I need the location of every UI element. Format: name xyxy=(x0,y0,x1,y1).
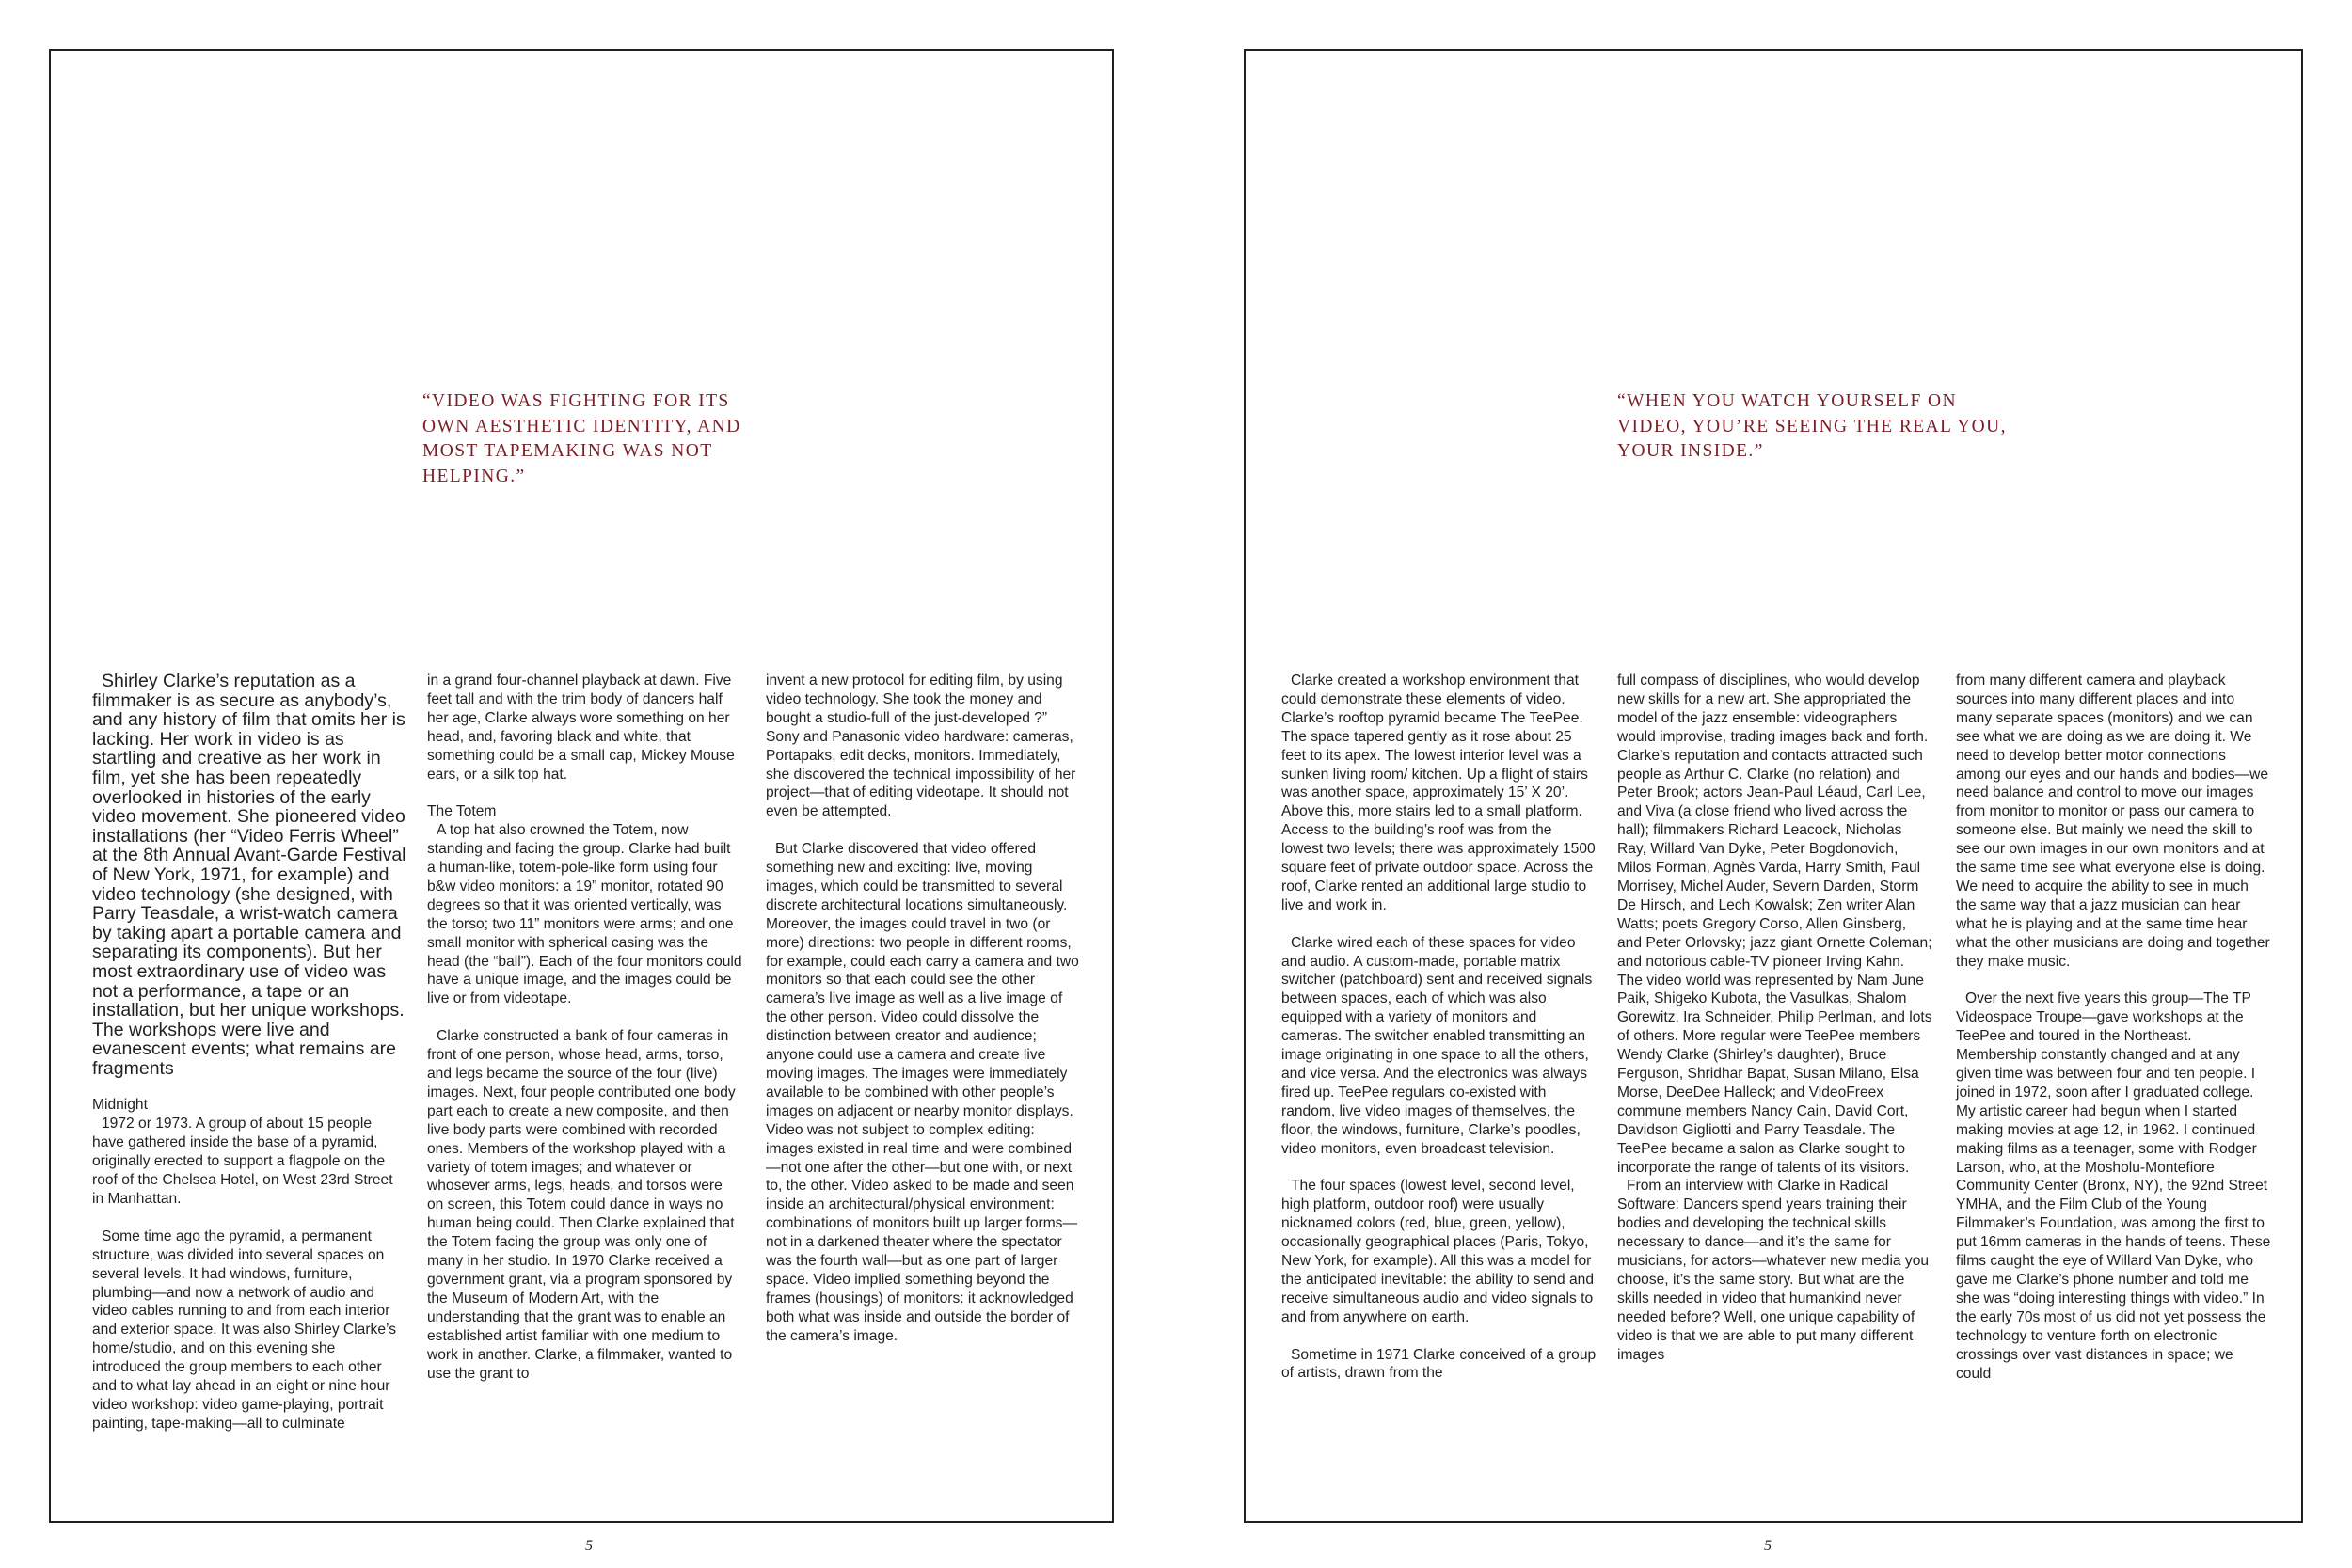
left-pull-quote: “VIDEO WAS FIGHTING FOR ITS OWN AESTHETIC IDENTITY, AND MOST TAPEMAKING WAS NOT HELPING.” xyxy=(422,391,741,486)
body-paragraph: Clarke constructed a bank of four cameras in front of one person, whose head, arms, torso, and legs became the source of the four (live) images. Next, four people contributed one body part each to create a new composite, and then live body parts were combined with recorded ones. Members of the workshop played with a variety of totem images; and whatever or whosever arms, legs, heads, and torsos were on screen, this Totem could dance in ways no human being could. Then Clarke explained that the Totem facing the group was only one of many in her studio. In 1970 Clarke received a government grant, via a program sponsored by the Museum of Modern Art, with the understanding that the grant was to enable an established artist familiar with one medium to work in another. Clarke, a filmmaker, wanted to use the grant to xyxy=(427,1028,736,1382)
left-page-column-2 xyxy=(427,672,742,1383)
left-page-number: 5 xyxy=(585,1538,593,1554)
body-paragraph: From an interview with Clarke in Radical Software: Dancers spend years training their bodies and developing the technical skills necessary to dance—and it’s the same for musicians, for actors—whatever new media you choose, it’s the same story. But what are the skills needed in video that humankind never needed before? Well, one unique capability of video is that we are able to put many different images xyxy=(1617,1178,1930,1363)
right-page-column-3 xyxy=(1956,672,2271,1383)
body-paragraph: A top hat also crowned the Totem, now standing and facing the group. Clarke had built a human-like, totem-pole-like form using four b&w video monitors: a 19” monitor, rotated 90 degrees so that it was oriented vertically, was the torso; two 11” monitors were arms; and one small monitor with spherical casing was the head (the “ball”). Each of the four monitors could have a unique image, and the images could be live or from videotape. xyxy=(427,822,742,1007)
body-paragraph: in a grand four-channel playback at dawn. Five feet tall and with the trim body of dancers half her age, Clarke always wore something on her head, and, favoring black and white, that something could be a small cap, Mickey Mouse ears, or a silk top hat. xyxy=(427,673,735,783)
body-paragraph: invent a new protocol for editing film, by using video technology. She took the money and bought a studio-full of the just-developed ?” Sony and Panasonic video hardware: cameras, Portapaks, edit decks, monitors. Immediately, she discovered the technical impossibility of her project—that of editing videotape. It should not even be attempted. xyxy=(766,673,1076,820)
body-paragraph: Some time ago the pyramid, a permanent structure, was divided into several spaces on several levels. It had windows, furniture, plumbing—and now a network of audio and video cables running to and from each interior and exterior space. It was also Shirley Clarke’s home/studio, and on this evening she introduced the group members to each other and to what lay ahead in an eight or nine hour video workshop: video game-playing, portrait painting, tape-making—all to culminate xyxy=(92,1227,396,1432)
body-paragraph: But Clarke discovered that video offered something new and exciting: live, moving images, which could be transmitted to several discrete architectural locations simultaneously. Moreover, the images could travel in two (or more) directions: two people in different rooms, for example, could each carry a camera and two monitors so that each could see the other camera’s live image as well as a live image of the other person. Video could dissolve the distinction between creator and audience; anyone could use a camera and create live moving images. The images were immediately available to be combined with other people’s images on adjacent or nearby monitor displays. Video was not subject to complex editing: images existed in real time and were combined—not one after the other—but one with, or next to, the other. Video asked to be made and seen inside an architectural/physical environment: combinations of monitors built up larger forms—not in a darkened theater where the spectator was the fourth wall—but as one part of larger space. Video implied something beyond the frames (housings) of monitors: it acknowledged both what was inside and outside the border of the camera’s image. xyxy=(766,841,1079,1344)
right-page-column-1 xyxy=(1281,672,1597,1383)
body-paragraph: The four spaces (lowest level, second level, high platform, outdoor roof) were usually nicknamed colors (red, blue, green, yellow), occasionally geographical places (Paris, Tokyo, New York, for example). All this was a model for the anticipated inevitable: the ability to send and receive simultaneous audio and video signals to and from anywhere on earth. xyxy=(1281,1178,1595,1325)
body-paragraph: Clarke created a workshop environment that could demonstrate these elements of video. Clarke’s rooftop pyramid became The TeePee. The space tapered gently as it rose about 25 feet to its apex. The lowest interior level was a sunken living room/ kitchen. Up a flight of stairs was another space, approximately 15’ X 20’. Above this, more stairs led to a small platform. Access to the building’s roof was from the lowest two levels; there was approximately 1500 square feet of private outdoor space. Across the roof, Clarke rented an additional large studio to live and work in. xyxy=(1281,673,1596,913)
left-page xyxy=(49,49,1114,1523)
left-page-column-1 xyxy=(92,672,407,1433)
right-pull-quote: “WHEN YOU WATCH YOURSELF ON VIDEO, YOU’RE SEEING THE REAL YOU, YOUR INSIDE.” xyxy=(1617,391,2007,461)
left-page-column-3 xyxy=(766,672,1081,1346)
body-paragraph: from many different camera and playback sources into many different places and into many separate spaces (monitors) and we can see what we are doing as we are doing it. We need to develop better motor connections among our eyes and our hands and bodies—we need balance and control to move our images from monitor to monitor or pass our camera to someone else. But mainly we need the skill to see our own images in our own monitors and at the same time see what everyone else is doing. We need to acquire the ability to see in much the same way that a jazz musician can hear what he is playing and at the same time hear what the other musicians are doing and together they make music. xyxy=(1956,673,2270,970)
body-paragraph: Clarke wired each of these spaces for video and audio. A custom-made, portable matrix switcher (patchboard) sent and received signals between spaces, each of which was also equipped with a variety of monitors and cameras. The switcher enabled transmitting an image originating in one space to all the others, and vice versa. And the electronics was always fired up. TeePee regulars co-existed with random, live video images of themselves, the floor, the windows, furniture, Clarke’s poodles, video monitors, even broadcast television. xyxy=(1281,934,1593,1157)
body-paragraph: full compass of disciplines, who would develop new skills for a new art. She appropriated the model of the jazz ensemble: videographers would improvise, trading images back and forth. Clarke’s reputation and contacts attracted such people as Arthur C. Clarke (no relation) and Peter Brook; actors Jean-Paul Léaud, Carl Lee, and Viva (a close friend who lived across the hall); filmmakers Richard Leacock, Nicholas Ray, Willard Van Dyke, Peter Bogdonovich, Milos Forman, Agnès Varda, Harry Smith, Paul Morrisey, Michel Auder, Severn Darden, Storm De Hirsch, and Lech Kowalsk; Zen writer Alan Watts; poets Gregory Corso, Allen Ginsberg, and Peter Orlovsky; jazz giant Ornette Coleman; and notorious cable-TV pioneer Irving Kahn. The video world was represented by Nam June Paik, Shigeko Kubota, the Vasulkas, Shalom Gorewitz, Ira Schneider, Philip Perlman, and lots of others. More regular were TeePee members Wendy Clarke (Shirley’s daughter), Bruce Ferguson, Shridhar Bapat, Susan Milano, Elsa Morse, DeeDee Halleck; and VideoFreex commune members Nancy Cain, David Cort, Davidson Gigliotti and Parry Teasdale. The TeePee became a salon as Clarke sought to incorporate the range of talents of its visitors. xyxy=(1617,673,1932,1176)
body-paragraph: Sometime in 1971 Clarke conceived of a group of artists, drawn from the xyxy=(1281,1346,1597,1382)
section-heading-totem: The Totem xyxy=(427,803,497,820)
right-page-column-2 xyxy=(1617,672,1932,1365)
body-paragraph: Over the next five years this group—The TP Videospace Troupe—gave workshops at the TeePee and toured in the Northeast. Membership constantly changed and at any given time was between four and ten people. I joined in 1972, soon after I graduated college. My artistic career had begun when I started making movies at age 12, in 1962. I continued making films as a teenager, some with Rodger Larson, who, at the Mosholu-Montefiore Community Center (Bronx, NY), the 92nd Street YMHA, and the Film Club of the Young Filmmaker’s Foundation, was among the first to put 16mm cameras in the hands of teens. These films caught the eye of Willard Van Dyke, who gave me Clarke’s phone number and told me she was “doing interesting things with video.” In the early 70s most of us did not yet possess the technology to venture forth on electronic crossings over vast distances in space; we could xyxy=(1956,990,2271,1382)
section-heading-midnight: Midnight xyxy=(92,1097,148,1114)
lead-paragraph: Shirley Clarke’s reputation as a filmmaker is as secure as anybody’s, and any history of film that omits her is lacking. Her work in video is as startling and creative as her work in film, yet she has been repeatedly overlooked in histories of the early video movement. She pioneered video installations (her “Video Ferris Wheel” at the 8th Annual Avant-Garde Festival of New York, 1971, for example) and video technology (she designed, with Parry Teasdale, a wrist-watch camera by taking apart a portable camera and separating its components). But her most extraordinary use of video was not a performance, a tape or an installation, but her unique workshops. The workshops were live and evanescent events; what remains are fragments xyxy=(92,671,406,1079)
body-paragraph: 1972 or 1973. A group of about 15 people have gathered inside the base of a pyramid, originally erected to support a flagpole on the roof of the Chelsea Hotel, on West 23rd Street in Manhattan. xyxy=(92,1116,393,1207)
right-page xyxy=(1244,49,2303,1523)
right-page-number: 5 xyxy=(1764,1538,1772,1554)
